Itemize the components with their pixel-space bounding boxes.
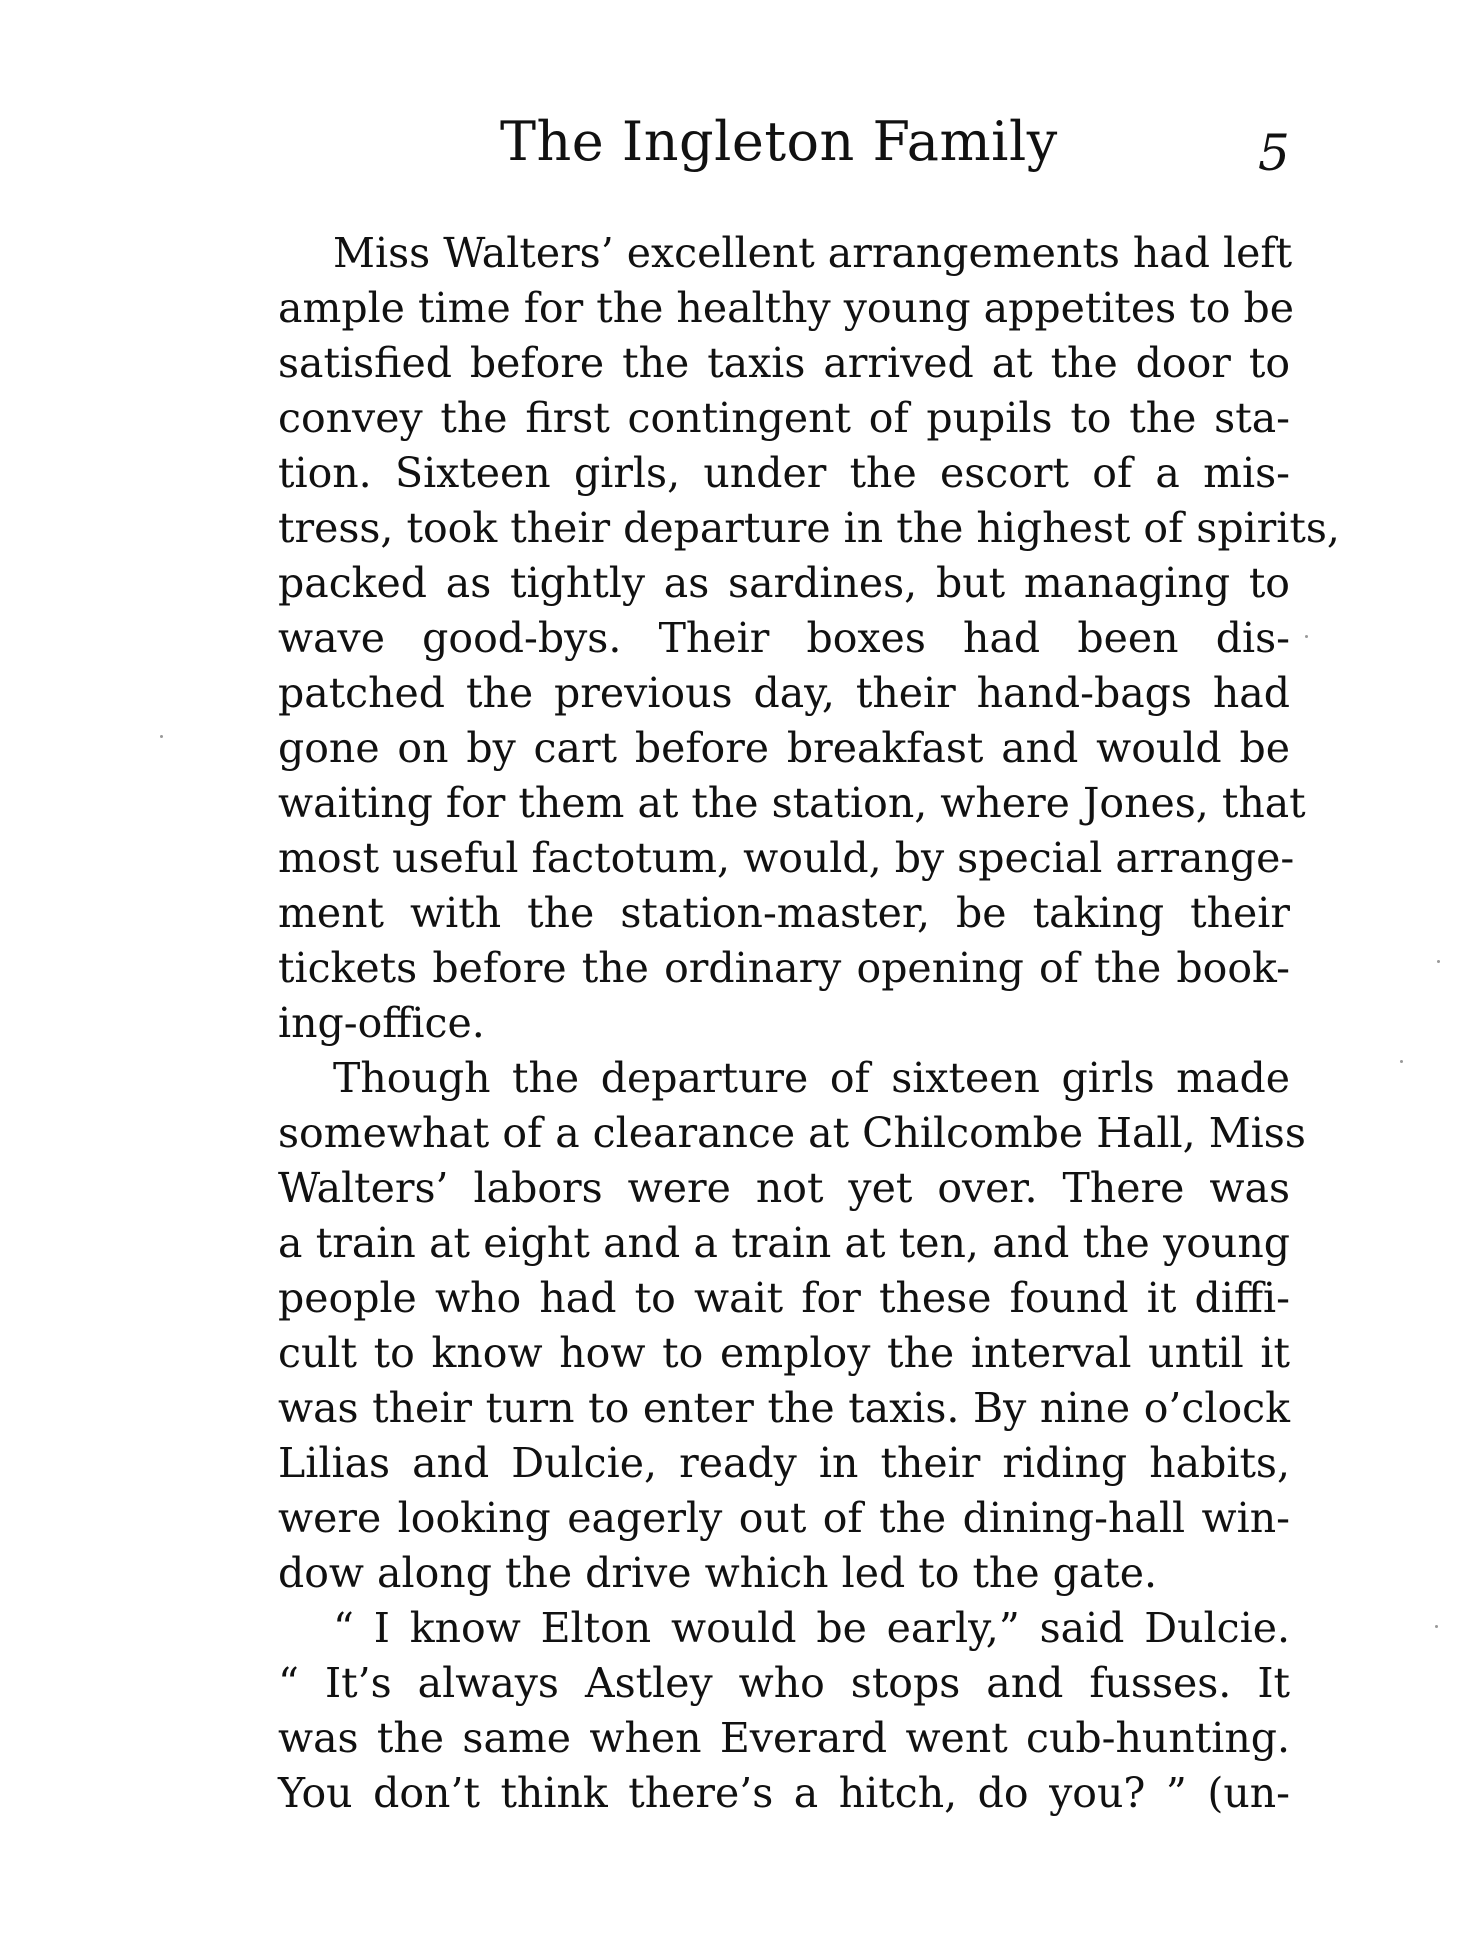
text-line: most useful factotum, would, by special arrange- <box>278 834 1295 882</box>
text-line: gone on by cart before breakfast and would be <box>278 724 1290 772</box>
scan-speck <box>1305 635 1308 638</box>
text-line: Miss Walters’ excellent arrangements had left <box>333 229 1293 277</box>
text-line: Lilias and Dulcie, ready in their riding habits, <box>278 1439 1290 1487</box>
text-line: satisfied before the taxis arrived at the door to <box>278 339 1290 387</box>
text-line: waiting for them at the station, where Jones, that <box>278 779 1306 827</box>
running-header-title: The Ingleton Family <box>500 110 1058 173</box>
text-line: were looking eagerly out of the dining-hall win- <box>278 1494 1290 1542</box>
text-line: tress, took their departure in the highest of spirits, <box>278 504 1340 552</box>
text-line: You don’t think there’s a hitch, do you? ” (un- <box>278 1769 1290 1817</box>
text-line: ample time for the healthy young appetites to be <box>278 284 1294 332</box>
text-line: “ I know Elton would be early,” said Dulcie. <box>333 1604 1290 1652</box>
scan-speck <box>1400 1060 1403 1063</box>
text-line: convey the first contingent of pupils to the sta- <box>278 394 1290 442</box>
text-line: ment with the station-master, be taking their <box>278 889 1290 937</box>
page-number: 5 <box>1258 124 1290 182</box>
text-line: Though the departure of sixteen girls made <box>333 1054 1290 1102</box>
scan-speck <box>1435 1625 1438 1628</box>
text-line: wave good-bys. Their boxes had been dis- <box>278 614 1290 662</box>
text-line: people who had to wait for these found it diffi- <box>278 1274 1290 1322</box>
text-line: tion. Sixteen girls, under the escort of a mis- <box>278 449 1290 497</box>
text-line: was the same when Everard went cub-hunting. <box>278 1714 1290 1762</box>
text-line: somewhat of a clearance at Chilcombe Hall, Miss <box>278 1109 1306 1157</box>
text-line: dow along the drive which led to the gate. <box>278 1549 1158 1597</box>
text-line: tickets before the ordinary opening of the book- <box>278 944 1290 992</box>
scan-speck <box>1437 960 1440 963</box>
text-line: cult to know how to employ the interval until it <box>278 1329 1290 1377</box>
text-line: “ It’s always Astley who stops and fusses. It <box>278 1659 1290 1707</box>
text-line: a train at eight and a train at ten, and the young <box>278 1219 1290 1267</box>
scan-speck <box>160 735 163 738</box>
text-line: patched the previous day, their hand-bags had <box>278 669 1290 717</box>
text-line: packed as tightly as sardines, but managing to <box>278 559 1290 607</box>
text-line: ing-office. <box>278 999 485 1047</box>
text-line: was their turn to enter the taxis. By nine o’clock <box>278 1384 1290 1432</box>
text-line: Walters’ labors were not yet over. There was <box>278 1164 1290 1212</box>
